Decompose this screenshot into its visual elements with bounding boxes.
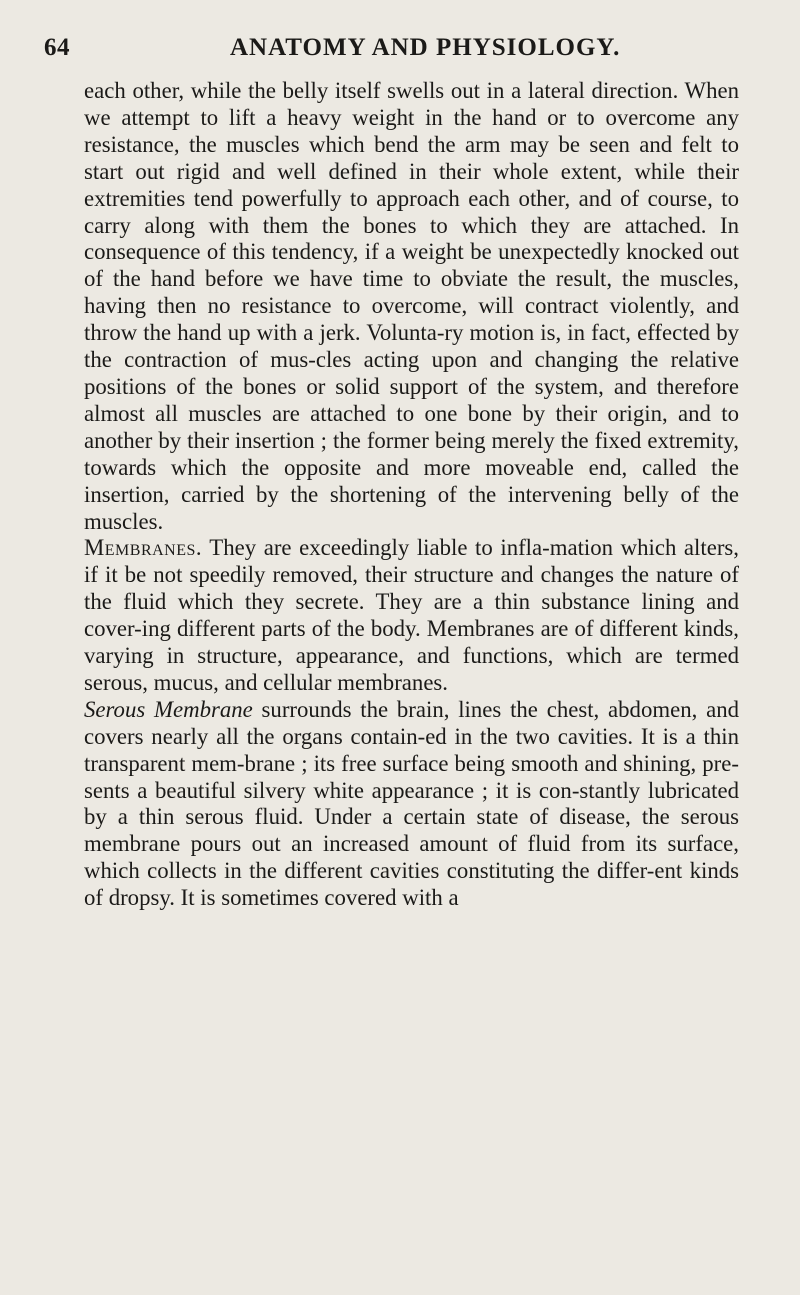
page-number: 64 [44, 34, 70, 61]
running-head: ANATOMY AND PHYSIOLOGY. [230, 34, 621, 61]
paragraph-membranes [84, 535, 739, 696]
paragraph-serous-membrane [84, 697, 739, 912]
paragraph-serous-membrane-text: surrounds the brain, lines the chest, abdomen, and covers nearly all the organs contain-ed in the two cavities. It is a thin transparent mem-brane ; its free surface being smooth and shining, pre-sents a beautiful silvery white appearance ; it is con-stantly lubricated by a thin serous fluid. Under a certain state of disease, the serous membrane pours out an increased amount of fluid from its surface, which collects in the different cavities constituting the differ-ent kinds of dropsy. It is sometimes covered with a [84, 696, 739, 911]
body-text [84, 78, 739, 912]
section-heading-membranes: Membranes. [84, 535, 203, 561]
term-serous-membrane: Serous Membrane [84, 696, 253, 722]
paragraph-membranes-text: They are exceedingly liable to infla-mation which alters, if it be not speedily removed, their structure and changes the nature of the fluid which they secrete. They are a thin substance lining and cover-ing different parts of the body. Membranes are of different kinds, varying in structure, appearance, and functions, which are termed serous, mucus, and cellular membranes. [84, 535, 739, 695]
page-header [44, 34, 744, 74]
paragraph-muscles: each other, while the belly itself swells out in a lateral direction. When we attempt to lift a heavy weight in the hand or to overcome any resistance, the muscles which bend the arm may be seen and felt to start out rigid and well defined in their whole extent, while their extremities tend powerfully to approach each other, and of course, to carry along with them the bones to which they are attached. In consequence of this tendency, if a weight be unexpectedly knocked out of the hand before we have time to obviate the result, the muscles, having then no resistance to overcome, will contract violently, and throw the hand up with a jerk. Volunta-ry motion is, in fact, effected by the contraction of mus-cles acting upon and changing the relative positions of the bones or solid support of the system, and therefore almost all muscles are attached to one bone by their origin, and to another by their insertion ; the former being merely the fixed extremity, towards which the opposite and more moveable end, called the insertion, carried by the shortening of the intervening belly of the muscles. [84, 78, 739, 534]
